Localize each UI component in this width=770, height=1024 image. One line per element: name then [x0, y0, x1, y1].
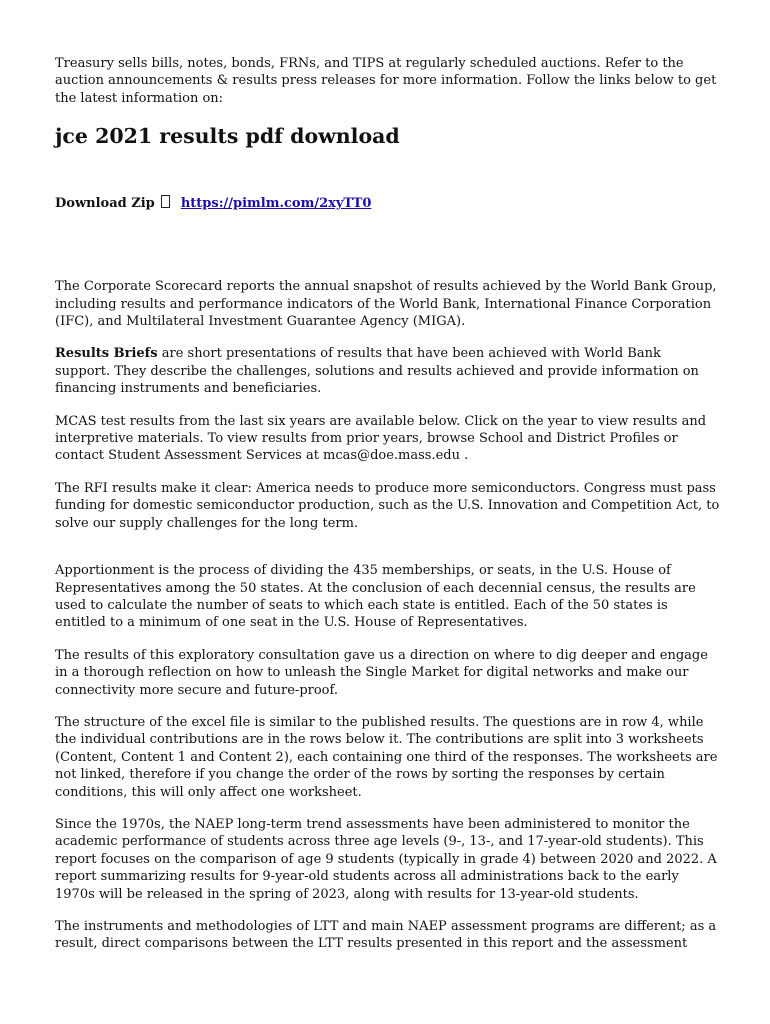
download-label: Download Zip: [55, 196, 155, 212]
paragraph-naep: Since the 1970s, the NAEP long-term trend assessments have been administered to monitor the academic performance of students across three age levels (9-, 13-, and 17-year-old students). This report focuses on the comparison of age 9 students (typically in grade 4) between 2020 and 2022. A report summarizing results for 9-year-old students across all administrations back to the early 1970s will be released in the spring of 2023, along with results for 13-year-old students.: [55, 816, 717, 902]
download-link[interactable]: https://pimlm.com/2xyTT0: [180, 196, 372, 212]
download-line: [55, 195, 720, 212]
paragraph-corporate-scorecard: The Corporate Scorecard reports the annual snapshot of results achieved by the World Bank Group, including results and performance indicators of the World Bank, International Finance Corporation (IFC), and Multilateral Investment Guarantee Agency (MIGA).: [55, 279, 717, 330]
paragraph-ltt: The instruments and methodologies of LTT and main NAEP assessment programs are different; as a result, direct comparisons between the LTT results presented in this report and the assessment: [55, 919, 717, 952]
results-briefs-bold: Results Briefs: [55, 346, 158, 362]
paragraph-excel-structure: The structure of the excel file is similar to the published results. The questions are in row 4, while the individual contributions are in the rows below it. The contributions are split into 3 worksheets (Content, Content 1 and Content 2), each containing one third of the responses. The worksheets are not linked, therefore if you change the order of the rows by sorting the responses by certain conditions, this will only affect one worksheet.: [55, 714, 718, 800]
page-title: jce 2021 results pdf download: [55, 124, 400, 149]
intro-paragraph: Treasury sells bills, notes, bonds, FRNs, and TIPS at regularly scheduled auctions. Refer to the auction announcements & results press releases for more information. Follow the links below to get the latest information on:: [55, 56, 717, 106]
paragraph-results-briefs: [55, 345, 720, 397]
results-briefs-text: are short presentations of results that have been achieved with World Bank support. They describe the challenges, solutions and results achieved and provide information on financing instruments and beneficiaries.: [55, 346, 699, 397]
paragraph-apportionment: Apportionment is the process of dividing the 435 memberships, or seats, in the U.S. House of Representatives among the 50 states. At the conclusion of each decennial census, the results are used to calculate the number of seats to which each state is entitled. Each of the 50 states is entitled to a minimum of one seat in the U.S. House of Representatives.: [55, 563, 696, 631]
paragraph-mcas: MCAS test results from the last six years are available below. Click on the year to view results and interpretive materials. To view results from prior years, browse School and District Profiles or contact Student Assessment Services at mcas@doe.mass.edu .: [55, 413, 707, 464]
paragraph-consultation: The results of this exploratory consultation gave us a direction on where to dig deeper and engage in a thorough reflection on how to unleash the Single Market for digital networks and make our connectivity more secure and future-proof.: [55, 647, 708, 698]
paragraph-rfi: The RFI results make it clear: America needs to produce more semiconductors. Congress must pass funding for domestic semiconductor production, such as the U.S. Innovation and Competition Act, to solve our supply challenges for the long term.: [55, 480, 720, 531]
document-page: [55, 55, 720, 968]
missing-glyph-icon: [161, 195, 170, 208]
